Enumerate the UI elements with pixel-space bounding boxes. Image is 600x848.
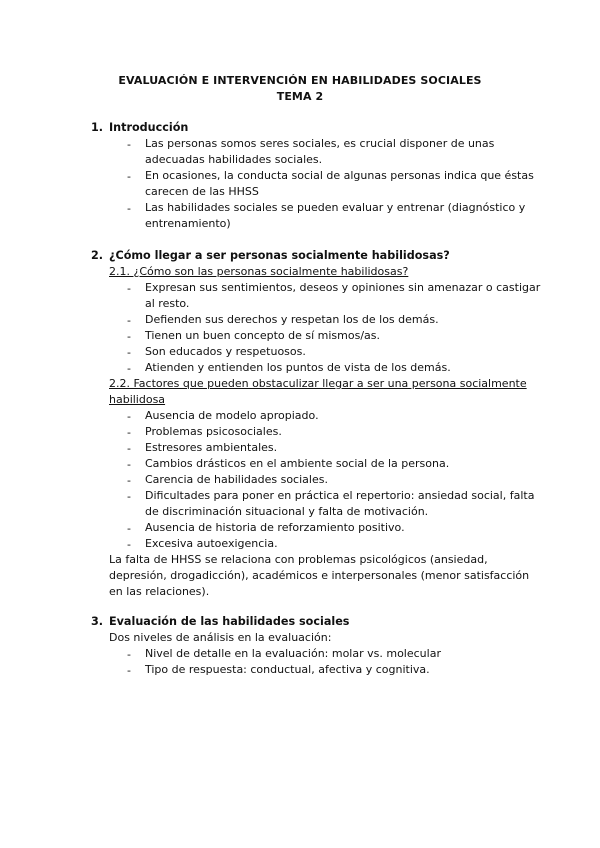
- list-item: Atienden y entienden los puntos de vista de los demás.: [145, 361, 451, 374]
- bullet-dash: -: [127, 314, 131, 327]
- bullet-dash: -: [127, 648, 131, 661]
- list-item-continuation: al resto.: [145, 297, 190, 310]
- section-1-number: 1.: [91, 121, 104, 134]
- bullet-dash: -: [127, 664, 131, 677]
- section-2-number: 2.: [91, 249, 104, 262]
- list-item: Expresan sus sentimientos, deseos y opiniones sin amenazar o castigar: [145, 281, 541, 294]
- bullet-dash: -: [127, 474, 131, 487]
- bullet-dash: -: [127, 138, 131, 151]
- section-3-number: 3.: [91, 615, 104, 628]
- list-item: Ausencia de modelo apropiado.: [145, 409, 319, 422]
- bullet-dash: -: [127, 346, 131, 359]
- list-item: Tipo de respuesta: conductual, afectiva y cognitiva.: [145, 663, 430, 676]
- list-item-continuation: de discriminación situacional y falta de motivación.: [145, 505, 429, 518]
- section-3-title: Evaluación de las habilidades sociales: [109, 615, 350, 628]
- section-2-title: ¿Cómo llegar a ser personas socialmente habilidosas?: [109, 249, 450, 262]
- list-item: Las personas somos seres sociales, es crucial disponer de unas: [145, 137, 495, 150]
- list-item: En ocasiones, la conducta social de algunas personas indica que éstas: [145, 169, 534, 182]
- list-item: Cambios drásticos en el ambiente social de la persona.: [145, 457, 450, 470]
- paragraph-line: en las relaciones).: [109, 585, 210, 598]
- list-item: Problemas psicosociales.: [145, 425, 282, 438]
- subsection-2-2-heading: 2.2. Factores que pueden obstaculizar llegar a ser una persona socialmente: [109, 377, 527, 390]
- bullet-dash: -: [127, 538, 131, 551]
- paragraph-line: depresión, drogadicción), académicos e interpersonales (menor satisfacción: [109, 569, 530, 582]
- list-item: Las habilidades sociales se pueden evaluar y entrenar (diagnóstico y: [145, 201, 526, 214]
- list-item: Dificultades para poner en práctica el repertorio: ansiedad social, falta: [145, 489, 535, 502]
- list-item-continuation: carecen de las HHSS: [145, 185, 259, 198]
- bullet-dash: -: [127, 442, 131, 455]
- list-item-continuation: entrenamiento): [145, 217, 231, 230]
- list-item: Ausencia de historia de reforzamiento positivo.: [145, 521, 405, 534]
- subsection-2-1-heading: 2.1. ¿Cómo son las personas socialmente habilidosas?: [109, 265, 409, 278]
- list-item: Estresores ambientales.: [145, 441, 278, 454]
- bullet-dash: -: [127, 282, 131, 295]
- list-item: Nivel de detalle en la evaluación: molar vs. molecular: [145, 647, 441, 660]
- list-item: Son educados y respetuosos.: [145, 345, 306, 358]
- bullet-dash: -: [127, 170, 131, 183]
- list-item: Carencia de habilidades sociales.: [145, 473, 328, 486]
- list-item: Defienden sus derechos y respetan los de los demás.: [145, 313, 439, 326]
- bullet-dash: -: [127, 202, 131, 215]
- bullet-dash: -: [127, 362, 131, 375]
- bullet-dash: -: [127, 522, 131, 535]
- section-1-title: Introducción: [109, 121, 189, 134]
- bullet-dash: -: [127, 410, 131, 423]
- list-item-continuation: adecuadas habilidades sociales.: [145, 153, 323, 166]
- list-item: Tienen un buen concepto de sí mismos/as.: [145, 329, 381, 342]
- paragraph-line: La falta de HHSS se relaciona con problemas psicológicos (ansiedad,: [109, 553, 488, 566]
- section-3-intro: Dos niveles de análisis en la evaluación:: [109, 631, 332, 644]
- bullet-dash: -: [127, 458, 131, 471]
- bullet-dash: -: [127, 490, 131, 503]
- bullet-dash: -: [127, 330, 131, 343]
- subsection-2-2-heading-continuation: habilidosa: [109, 393, 166, 406]
- document-title: EVALUACIÓN E INTERVENCIÓN EN HABILIDADES SOCIALES: [118, 74, 482, 87]
- document-subtitle: TEMA 2: [276, 90, 324, 103]
- bullet-dash: -: [127, 426, 131, 439]
- list-item: Excesiva autoexigencia.: [145, 537, 278, 550]
